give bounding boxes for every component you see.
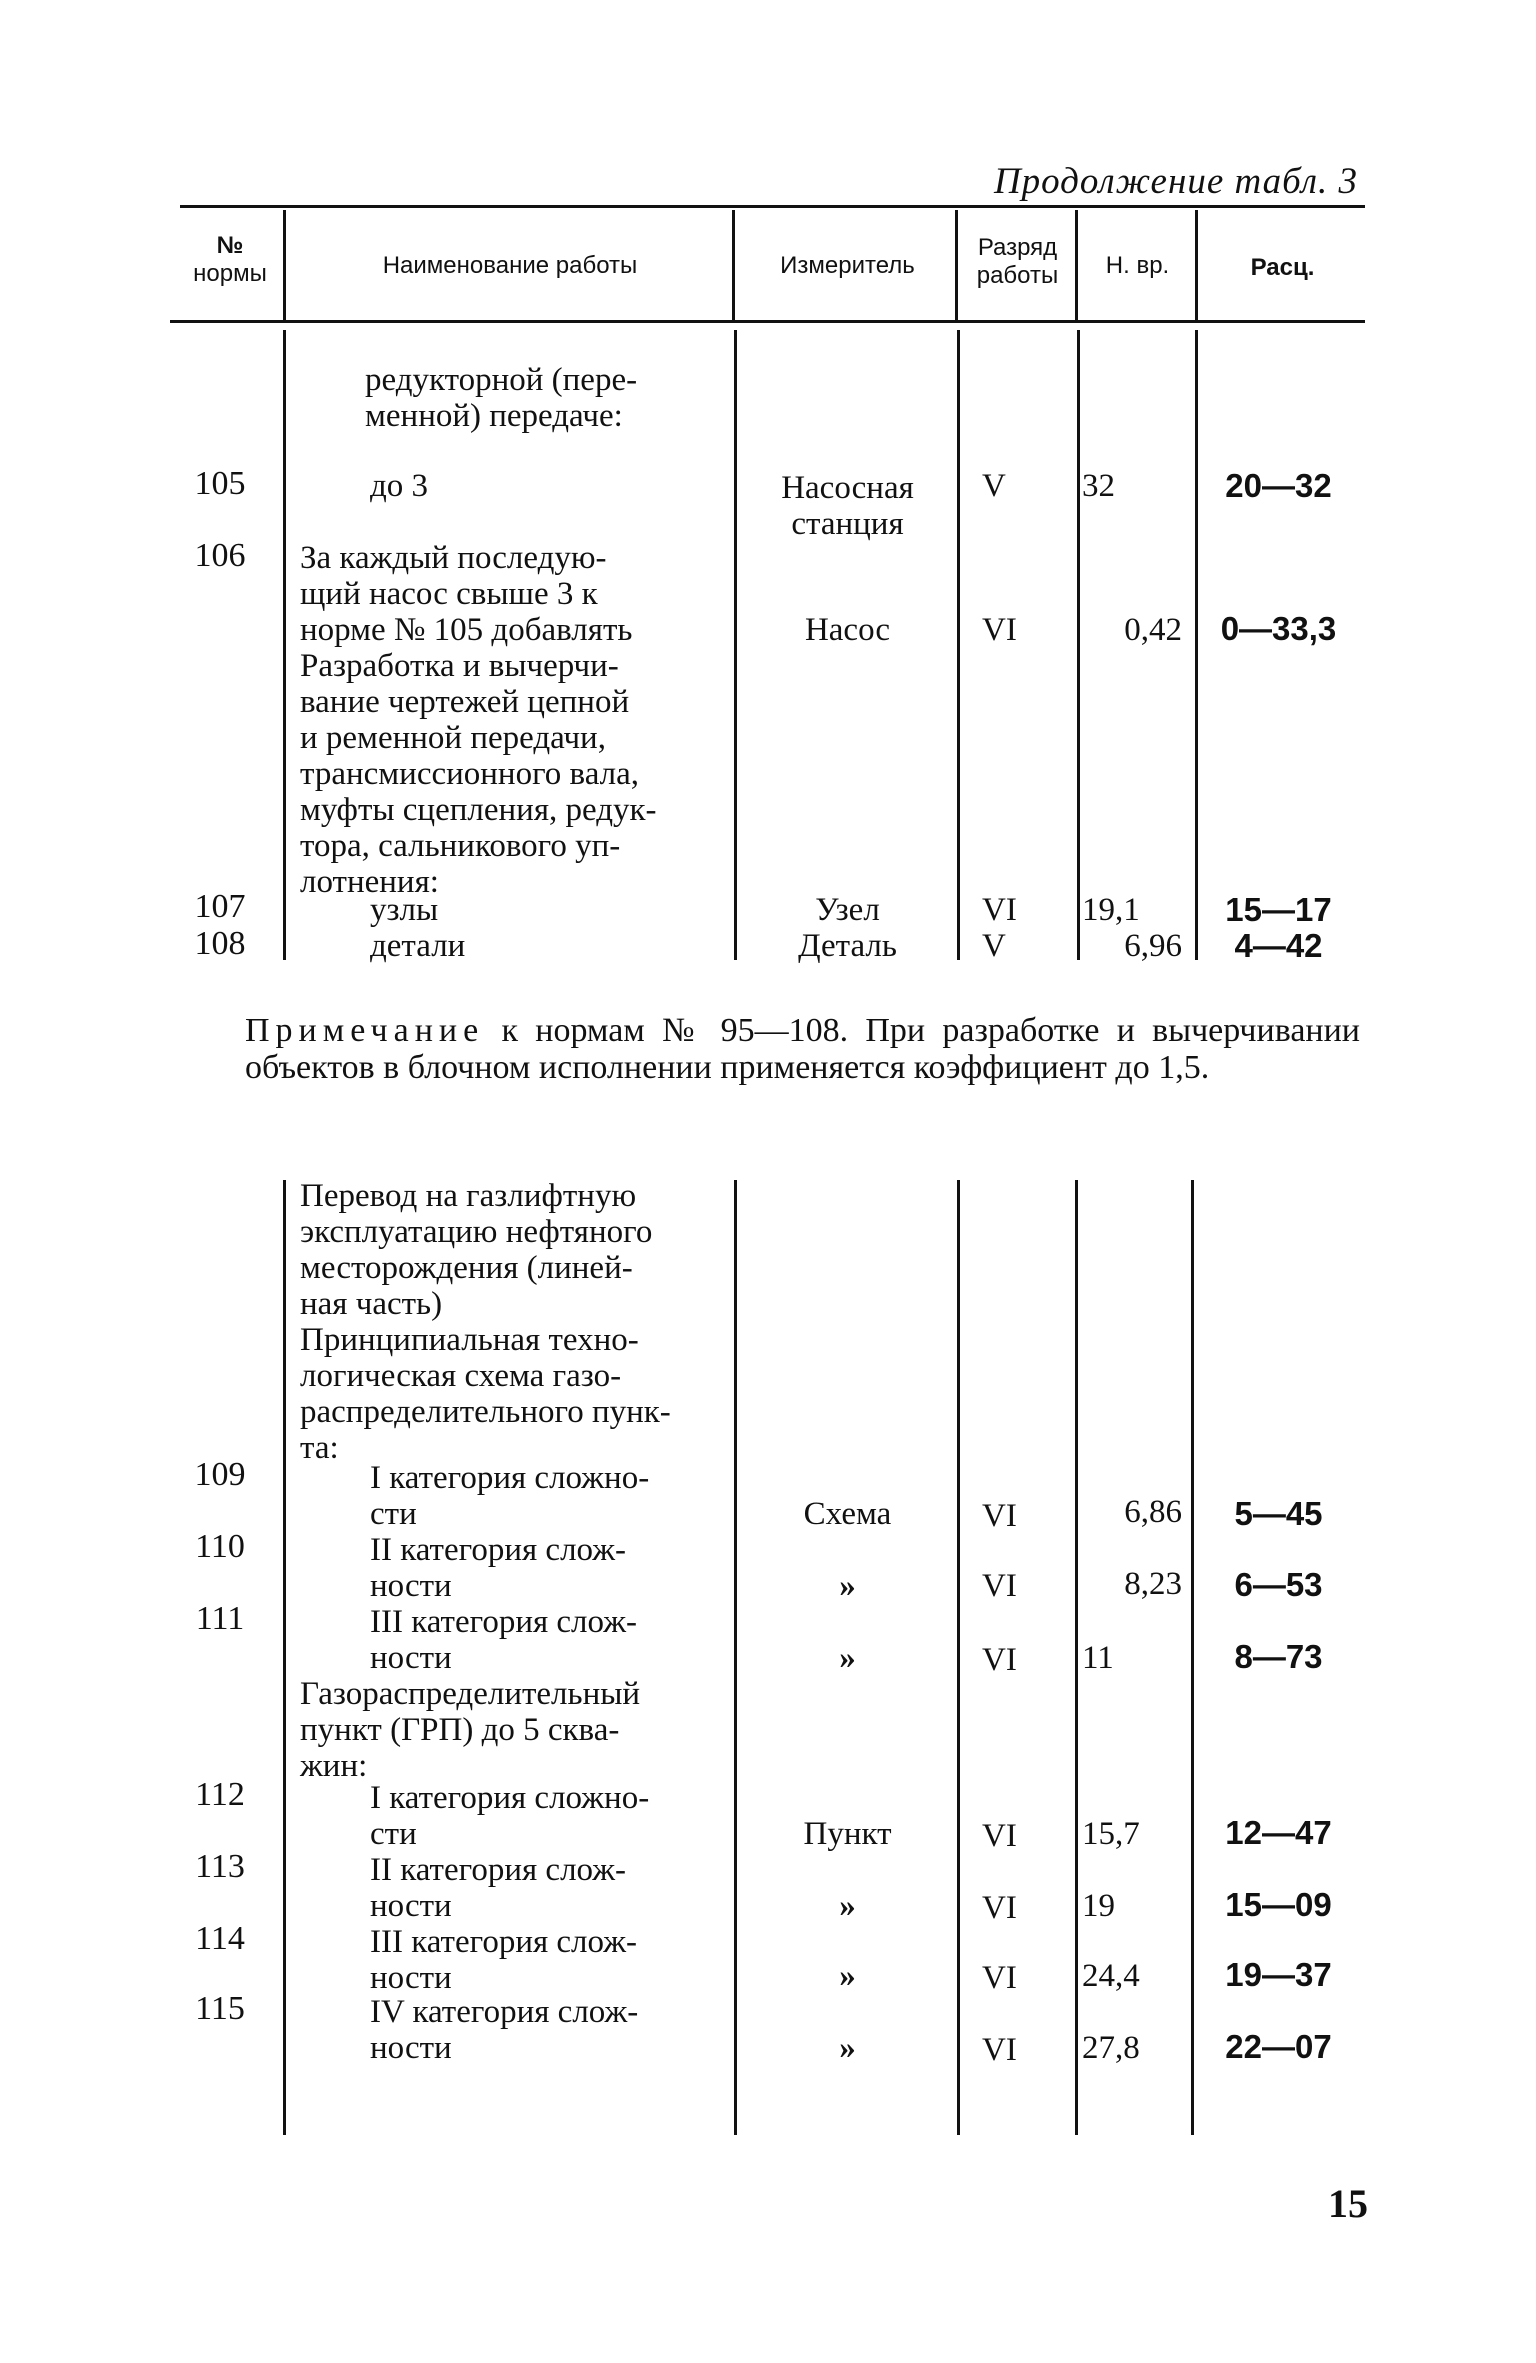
table-row-number: 112 [195,1776,245,1813]
table-row-rate: 15—17 [1225,891,1332,928]
table-row-unit [740,470,955,542]
table1-column-rule [734,330,737,960]
table-row-name-line: III категория слож- [370,1604,637,1640]
table-row-time: 32 [1082,468,1115,504]
table-row-name-line: до 3 [370,468,429,504]
table-row-name-line: сти [370,1496,417,1532]
table-row-name-line: II категория слож- [370,1852,627,1888]
table1-section-line: Разработка и вычерчи- [300,648,619,684]
table-row-rate: 19—37 [1225,1956,1332,1993]
table-row-name-line: II категория слож- [370,1532,627,1568]
table-row-unit: » [839,1888,856,1924]
header-col-grade-line2: работы [976,262,1059,289]
header-col-rate: Расц. [1250,254,1315,281]
table1-section-line: трансмиссионного вала, [300,756,640,792]
table-row-grade: V [982,468,1006,504]
header-col-grade [960,234,1075,290]
table-row-number: 108 [194,925,246,962]
table-row-name [300,1532,730,1604]
header-top-rule [180,205,1365,208]
table-row-name-line: ности [370,1640,452,1676]
table-row-unit: Узел [815,892,880,928]
table-row-name-line: IV категория слож- [370,1994,639,2030]
table-row-grade: V [982,928,1006,964]
table-row-name-line: ности [370,2030,452,2066]
table-row-time: 8,23 [1124,1566,1182,1602]
table-row-number: 111 [195,1600,245,1637]
table-row-rate: 5—45 [1234,1495,1323,1532]
table-row-unit: Деталь [798,928,897,964]
table-row-rate: 22—07 [1225,2028,1332,2065]
table1-section-line: лотнения: [300,864,439,900]
table2-heading-line: Газораспределительный [300,1676,641,1712]
table-row-name [300,1460,730,1532]
table1-section-line: и ременной передачи, [300,720,606,756]
table-row-name-line: норме № 105 добавлять [300,612,633,648]
table-row-grade: VI [982,1568,1017,1604]
table-row-unit-line: Насосная [781,470,914,506]
table1-intro-line: редукторной (пере- [365,362,638,398]
table-row-time: 15,7 [1082,1816,1140,1852]
table-row-time: 19 [1082,1888,1115,1924]
table1-column-rule [283,330,286,960]
table-row-number: 106 [194,537,246,574]
table2-heading-line: эксплуатацию нефтяного [300,1214,653,1250]
page-number: 15 [1328,2181,1368,2226]
table-row-name [300,468,730,504]
table2-heading-line: распределительного пунк- [300,1394,671,1430]
table-row-time: 24,4 [1082,1958,1140,1994]
note-paragraph [245,1012,1360,1086]
table-row-name-line: I категория сложно- [370,1460,650,1496]
table-row-number: 115 [195,1990,245,2027]
table-row-number: 105 [194,465,246,502]
table-row-time: 27,8 [1082,2030,1140,2066]
header-col-number-line2: нормы [193,260,267,287]
table-row-name [300,1852,730,1924]
table-row-name [300,928,730,964]
table2-column-rule [283,1180,286,2135]
table1-intro [300,362,730,434]
table2-column-rule [1191,1180,1194,2135]
table-row-number: 110 [195,1528,245,1565]
header-col-time: Н. вр. [1105,252,1170,279]
table-row-unit: » [839,1958,856,1994]
table-row-unit: Насос [804,612,891,648]
header-col-name: Наименование работы [382,252,638,279]
header-col-number-line1: № [216,232,244,259]
table2-heading-line: ная часть) [300,1286,443,1322]
table-row-name [300,540,730,648]
table-row-time: 6,96 [1124,928,1182,964]
table-row-unit-line: станция [791,506,904,542]
table2-column-rule [957,1180,960,2135]
table2-heading-line: та: [300,1430,339,1466]
table2-heading [300,1676,730,1784]
table-row-time: 0,42 [1124,612,1182,648]
table2-heading-line: логическая схема газо- [300,1358,622,1394]
header-divider [1075,210,1078,320]
table-continuation-caption: Продолжение табл. 3 [993,161,1358,202]
table-row-grade: VI [982,2032,1017,2068]
table1-section-line: тора, сальникового уп- [300,828,621,864]
table-row-name-line: сти [370,1816,417,1852]
table-row-rate: 12—47 [1225,1814,1332,1851]
table-row-unit: Схема [803,1496,892,1532]
header-divider [955,210,958,320]
table-row-grade: VI [982,1818,1017,1854]
table1-section-heading [300,648,730,900]
table-row-name-line: узлы [370,892,439,928]
header-col-grade-line1: Разряд [977,234,1058,261]
table-row-name-line: За каждый последую- [300,540,607,576]
table2-column-rule [734,1180,737,2135]
table-row-number: 113 [195,1848,245,1885]
table-row-grade: VI [982,1498,1017,1534]
table-row-rate: 8—73 [1234,1638,1323,1675]
table-row-number: 114 [195,1920,245,1957]
table-row-unit: » [839,2030,856,2066]
table-row-grade: VI [982,1642,1017,1678]
table-row-name [300,1924,730,1996]
table2-heading-line: месторождения (линей- [300,1250,633,1286]
table-row-name-line: ности [370,1960,452,1996]
table-row-name-line: детали [370,928,466,964]
table-row-grade: VI [982,892,1017,928]
header-col-unit: Измеритель [780,252,915,279]
table1-column-rule [957,330,960,960]
table-row-name [300,1994,730,2066]
table2-heading-line: Перевод на газлифтную [300,1178,637,1214]
table-row-name-line: III категория слож- [370,1924,637,1960]
table-row-time: 19,1 [1082,892,1140,928]
table-row-name-line: I категория сложно- [370,1780,650,1816]
header-bottom-rule [170,320,1365,323]
table-row-unit: » [839,1640,856,1676]
table1-section-line: муфты сцепления, редук- [300,792,657,828]
table-row-name [300,1604,730,1676]
table-row-rate: 20—32 [1225,467,1332,504]
table-row-unit: Пункт [803,1816,892,1852]
table-row-name [300,892,730,928]
table-row-name-line: ности [370,1568,452,1604]
table-row-name-line: ности [370,1888,452,1924]
table2-heading-line: пункт (ГРП) до 5 сква- [300,1712,620,1748]
table-row-rate: 15—09 [1225,1886,1332,1923]
table-row-number: 109 [194,1456,246,1493]
table-row-grade: VI [982,1960,1017,1996]
table-row-name [300,1780,730,1852]
table-row-rate: 4—42 [1234,927,1323,964]
table2-heading-line: жин: [300,1748,368,1784]
table-row-time: 6,86 [1124,1494,1182,1530]
table-row-rate: 0—33,3 [1220,610,1337,647]
table-row-number: 107 [194,888,246,925]
note-label: Примечание [245,1012,485,1049]
table-row-grade: VI [982,612,1017,648]
table-row-rate: 6—53 [1234,1566,1323,1603]
table2-heading [300,1178,730,1466]
note-text: к нормам № 95—108. При разработке и вычерчивании объектов в блочном исполнении применяется коэффициент до 1,5. [245,1012,1360,1086]
table1-section-line: вание чертежей цепной [300,684,630,720]
header-divider [732,210,735,320]
table-row-unit: » [839,1568,856,1604]
table1-intro-line: менной) передаче: [365,398,623,434]
table-row-grade: VI [982,1890,1017,1926]
header-col-number [175,232,285,288]
table2-heading-line: Принципиальная техно- [300,1322,639,1358]
header-divider [1195,210,1198,320]
table-row-time: 11 [1082,1640,1114,1676]
table-row-name-line: щий насос свыше 3 к [300,576,598,612]
